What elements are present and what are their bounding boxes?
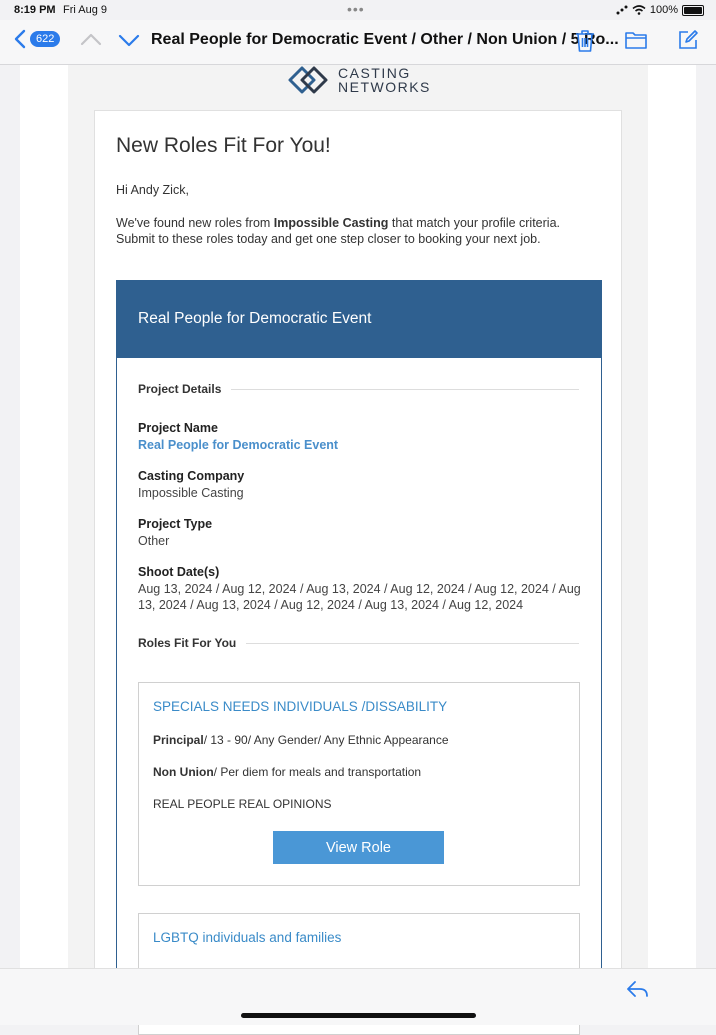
view-role-button[interactable]: View Role xyxy=(273,831,444,864)
divider xyxy=(231,389,579,390)
project-title: Real People for Democratic Event xyxy=(138,310,372,327)
trash-icon[interactable] xyxy=(574,29,596,53)
status-time: 8:19 PM xyxy=(14,4,56,16)
chevron-down-icon[interactable] xyxy=(118,29,140,51)
greeting: Hi Andy Zick, xyxy=(116,183,189,197)
project-panel xyxy=(116,280,602,1011)
status-bar xyxy=(0,0,716,20)
project-details-heading xyxy=(138,382,579,396)
role-title[interactable]: LGBTQ individuals and families xyxy=(153,930,342,945)
compose-icon[interactable] xyxy=(677,29,699,51)
multitask-dots[interactable]: ••• xyxy=(347,1,365,17)
status-date: Fri Aug 9 xyxy=(63,4,108,16)
intro-after: that match your profile criteria. Submit to these roles today and get one step closer to booking your next job. xyxy=(116,216,561,246)
casting-networks-logo xyxy=(288,65,431,95)
home-indicator[interactable] xyxy=(241,1013,476,1018)
signal-icon xyxy=(616,5,628,15)
project-header xyxy=(117,280,601,358)
project-type-label: Project Type xyxy=(138,517,213,531)
role-union-details: / Per diem for meals and transportation xyxy=(213,765,422,779)
role-type: Principal xyxy=(153,733,204,747)
roles-heading-label: Roles Fit For You xyxy=(138,636,237,650)
wifi-icon xyxy=(632,5,646,15)
back-button[interactable] xyxy=(14,29,60,49)
casting-networks-logo-icon xyxy=(288,65,330,95)
roles-heading xyxy=(138,636,579,650)
logo-text xyxy=(338,66,431,94)
intro-text xyxy=(116,215,596,247)
reply-icon[interactable] xyxy=(626,979,650,999)
casting-company-label: Casting Company xyxy=(138,469,245,483)
role-description: REAL PEOPLE REAL OPINIONS xyxy=(153,797,332,811)
divider xyxy=(246,643,579,644)
intro-before: We've found new roles from xyxy=(116,216,274,230)
email-body[interactable] xyxy=(20,65,696,968)
project-name-label: Project Name xyxy=(138,421,218,435)
role-union: Non Union xyxy=(153,765,214,779)
shoot-dates-value: Aug 13, 2024 / Aug 12, 2024 / Aug 13, 2024 / Aug 12, 2024 / Aug 12, 2024 / Aug 13, 2024 / Aug 13, 2024 / Aug 12, 2024 / Aug 13, 2024 / Aug 12, 2024 xyxy=(138,582,581,612)
email-content-frame xyxy=(68,65,648,968)
role-type-line xyxy=(153,733,449,747)
logo-line-1: CASTING xyxy=(338,65,411,81)
chevron-up-icon[interactable] xyxy=(80,29,102,51)
unread-count-badge: 622 xyxy=(30,31,60,47)
project-details-label: Project Details xyxy=(138,382,222,396)
email-subject: Real People for Democratic Event / Other / Non Union / 5 Ro... xyxy=(151,31,619,48)
project-type-value: Other xyxy=(138,534,170,548)
logo-line-2: NETWORKS xyxy=(338,79,431,95)
battery-percent: 100% xyxy=(649,4,678,16)
casting-company-value: Impossible Casting xyxy=(138,486,244,500)
email-card xyxy=(94,110,622,1012)
role-union-line xyxy=(153,765,421,779)
shoot-dates-label: Shoot Date(s) xyxy=(138,565,220,579)
email-heading: New Roles Fit For You! xyxy=(116,134,331,157)
mail-toolbar xyxy=(0,20,716,65)
chevron-left-icon xyxy=(14,29,26,49)
battery-icon xyxy=(682,5,704,16)
role-card xyxy=(138,682,580,886)
role-details: / 13 - 90/ Any Gender/ Any Ethnic Appearance xyxy=(203,733,449,747)
status-right xyxy=(616,4,704,16)
role-title[interactable]: SPECIALS NEEDS INDIVIDUALS /DISSABILITY xyxy=(153,699,448,714)
project-name-link[interactable]: Real People for Democratic Event xyxy=(138,438,339,452)
folder-icon[interactable] xyxy=(624,30,648,50)
bottom-toolbar xyxy=(0,968,716,1025)
intro-company: Impossible Casting xyxy=(273,216,389,230)
